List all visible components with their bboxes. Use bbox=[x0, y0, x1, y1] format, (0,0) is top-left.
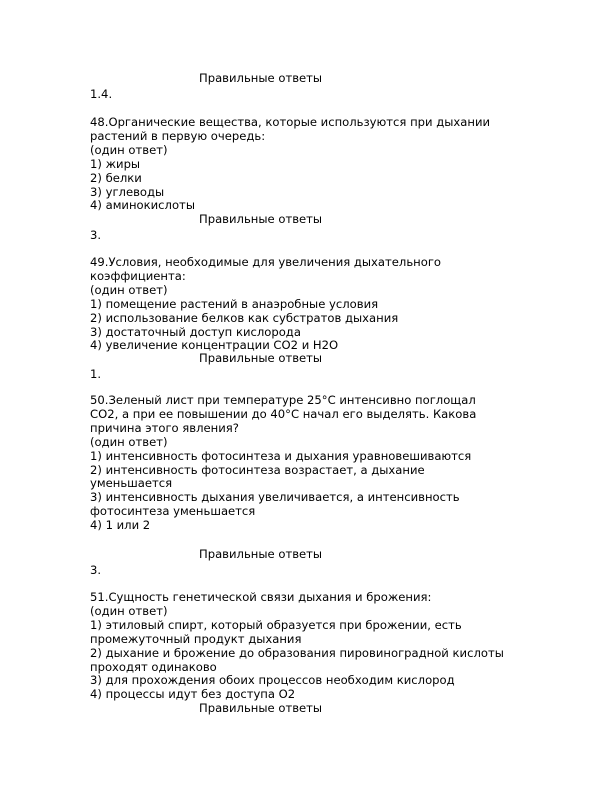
question-text: 51.Сущность генетической связи дыхания и брожения: bbox=[90, 590, 432, 604]
option: 4) аминокислоты bbox=[90, 198, 195, 213]
answer-value-50: 3. bbox=[90, 563, 102, 577]
answer-mode: (один ответ) bbox=[90, 142, 168, 157]
option: промежуточный продукт дыхания bbox=[90, 631, 302, 646]
answer-heading: Правильные ответы bbox=[199, 701, 323, 715]
option: фотосинтеза уменьшается bbox=[90, 504, 256, 519]
option: 3) для прохождения обоих процессов необходим кислород bbox=[90, 673, 455, 688]
question-text: CO2, а при ее повышении до 40°С начал его выделять. Какова bbox=[90, 406, 477, 421]
question-48 bbox=[90, 116, 520, 213]
question-49 bbox=[90, 256, 520, 353]
answer-mode: (один ответ) bbox=[90, 603, 168, 618]
option: 3) интенсивность дыхания увеличивается, а интенсивность bbox=[90, 490, 460, 505]
option: 2) использование белков как субстратов дыхания bbox=[90, 310, 399, 325]
option: 4) увеличение концентрации CO2 и H2O bbox=[90, 338, 339, 353]
option: 1) интенсивность фотосинтеза и дыхания уравновешиваются bbox=[90, 448, 472, 463]
answer-heading: Правильные ответы bbox=[199, 547, 323, 561]
option: 2) белки bbox=[90, 170, 142, 185]
question-text: 48.Органические вещества, которые используются при дыхании bbox=[90, 115, 491, 129]
answer-mode: (один ответ) bbox=[90, 282, 168, 297]
question-50 bbox=[90, 394, 520, 533]
answer-heading: Правильные ответы bbox=[199, 212, 323, 226]
option: уменьшается bbox=[90, 476, 173, 491]
option: 4) процессы идут без доступа O2 bbox=[90, 687, 296, 702]
answer-value-48: 3. bbox=[90, 228, 102, 242]
answer-mode: (один ответ) bbox=[90, 434, 168, 449]
question-text: 50.Зеленый лист при температуре 25°С интенсивно поглощал bbox=[90, 393, 476, 407]
question-text: причина этого явления? bbox=[90, 420, 239, 435]
answer-heading: Правильные ответы bbox=[199, 351, 323, 365]
option: 4) 1 или 2 bbox=[90, 518, 151, 533]
option: 2) интенсивность фотосинтеза возрастает, а дыхание bbox=[90, 462, 425, 477]
question-text: растений в первую очередь: bbox=[90, 128, 266, 143]
option: 1) жиры bbox=[90, 156, 141, 171]
option: проходят одинаково bbox=[90, 659, 217, 674]
option: 3) углеводы bbox=[90, 184, 165, 199]
answer-heading: Правильные ответы bbox=[199, 71, 323, 85]
option: 1) помещение растений в анаэробные условия bbox=[90, 296, 379, 311]
question-text: коэффициента: bbox=[90, 268, 186, 283]
question-51 bbox=[90, 591, 520, 702]
option: 3) достаточный доступ кислорода bbox=[90, 324, 301, 339]
question-text: 49.Условия, необходимые для увеличения дыхательного bbox=[90, 255, 442, 269]
answer-value-47: 1.4. bbox=[90, 87, 113, 101]
option: 2) дыхание и брожение до образования пировиноградной кислоты bbox=[90, 645, 504, 660]
option: 1) этиловый спирт, который образуется при брожении, есть bbox=[90, 617, 462, 632]
answer-value-49: 1. bbox=[90, 367, 102, 381]
